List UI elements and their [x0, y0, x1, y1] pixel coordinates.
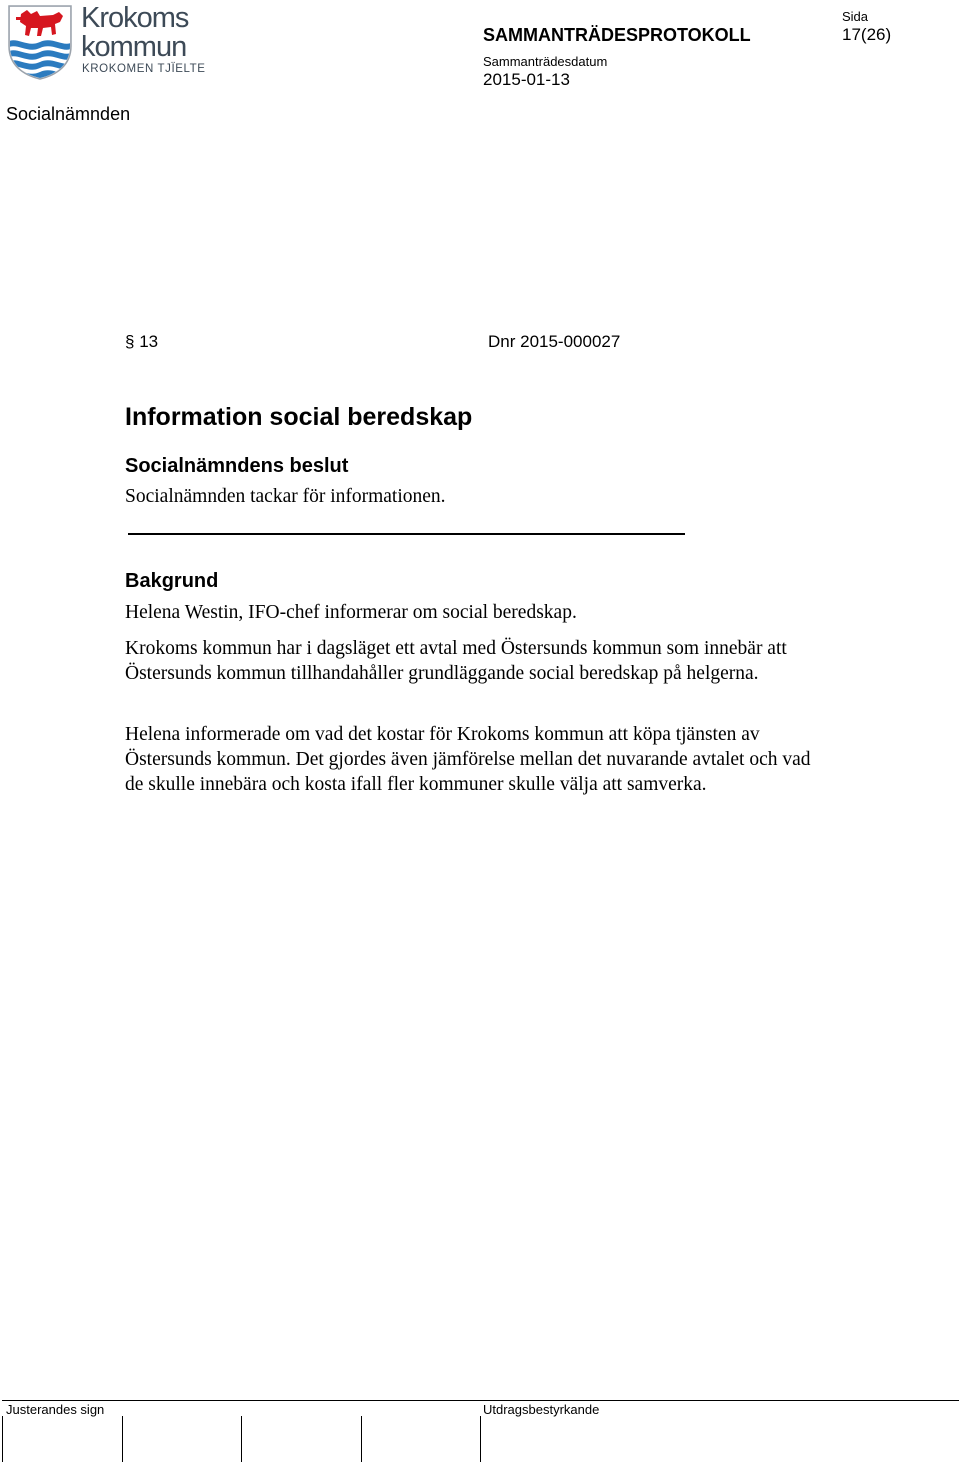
- background-paragraph: Krokoms kommun har i dagsläget ett avtal med Östersunds kommun som innebär att Östersunds kommun tillhandahåller grundläggande social beredskap på helgerna.: [125, 638, 787, 684]
- meeting-date-value: 2015-01-13: [483, 70, 570, 89]
- meeting-date-label: Sammanträdesdatum: [483, 54, 608, 69]
- logo-wordmark-line2: kommun: [81, 31, 187, 63]
- krokom-crest-logo: [7, 4, 73, 80]
- background-heading: Bakgrund: [125, 570, 219, 592]
- paragraph-number-value: 13: [139, 332, 159, 351]
- signature-cell-divider: [241, 1416, 242, 1462]
- signature-cell-divider: [361, 1416, 362, 1462]
- section-divider: [128, 533, 685, 535]
- logo-tagline: KROKOMEN TJÏELTE: [82, 63, 206, 75]
- page-label: Sida: [842, 9, 869, 24]
- footer-rule: [2, 1400, 959, 1401]
- paragraph-number: [125, 332, 158, 352]
- background-paragraph: Helena Westin, IFO-chef informerar om social beredskap.: [125, 602, 577, 623]
- signature-cell-divider: [122, 1416, 123, 1462]
- extract-certification-label: Utdragsbestyrkande: [483, 1402, 600, 1417]
- decision-heading: Socialnämndens beslut: [125, 455, 349, 477]
- decision-text: Socialnämnden tackar för informationen.: [125, 486, 446, 507]
- signature-cell-divider: [2, 1416, 3, 1462]
- paragraph-symbol: §: [125, 332, 135, 351]
- matter-title: Information social beredskap: [125, 403, 473, 431]
- signature-cell-divider: [480, 1416, 481, 1462]
- adjuster-signature-label: Justerandes sign: [6, 1402, 105, 1417]
- committee-name: Socialnämnden: [6, 104, 131, 124]
- document-title: SAMMANTRÄDESPROTOKOLL: [483, 25, 751, 45]
- diary-number: Dnr 2015-000027: [488, 332, 621, 351]
- background-paragraph: Helena informerade om vad det kostar för Krokoms kommun att köpa tjänsten av Östersunds kommun. Det gjordes även jämförelse mellan det nuvarande avtalet och vad de skulle innebära och kosta ifall fler kommuner skulle välja att samverka.: [125, 724, 811, 795]
- logo-wordmark-line1: Krokoms: [81, 2, 189, 34]
- page-number: 17(26): [842, 25, 892, 44]
